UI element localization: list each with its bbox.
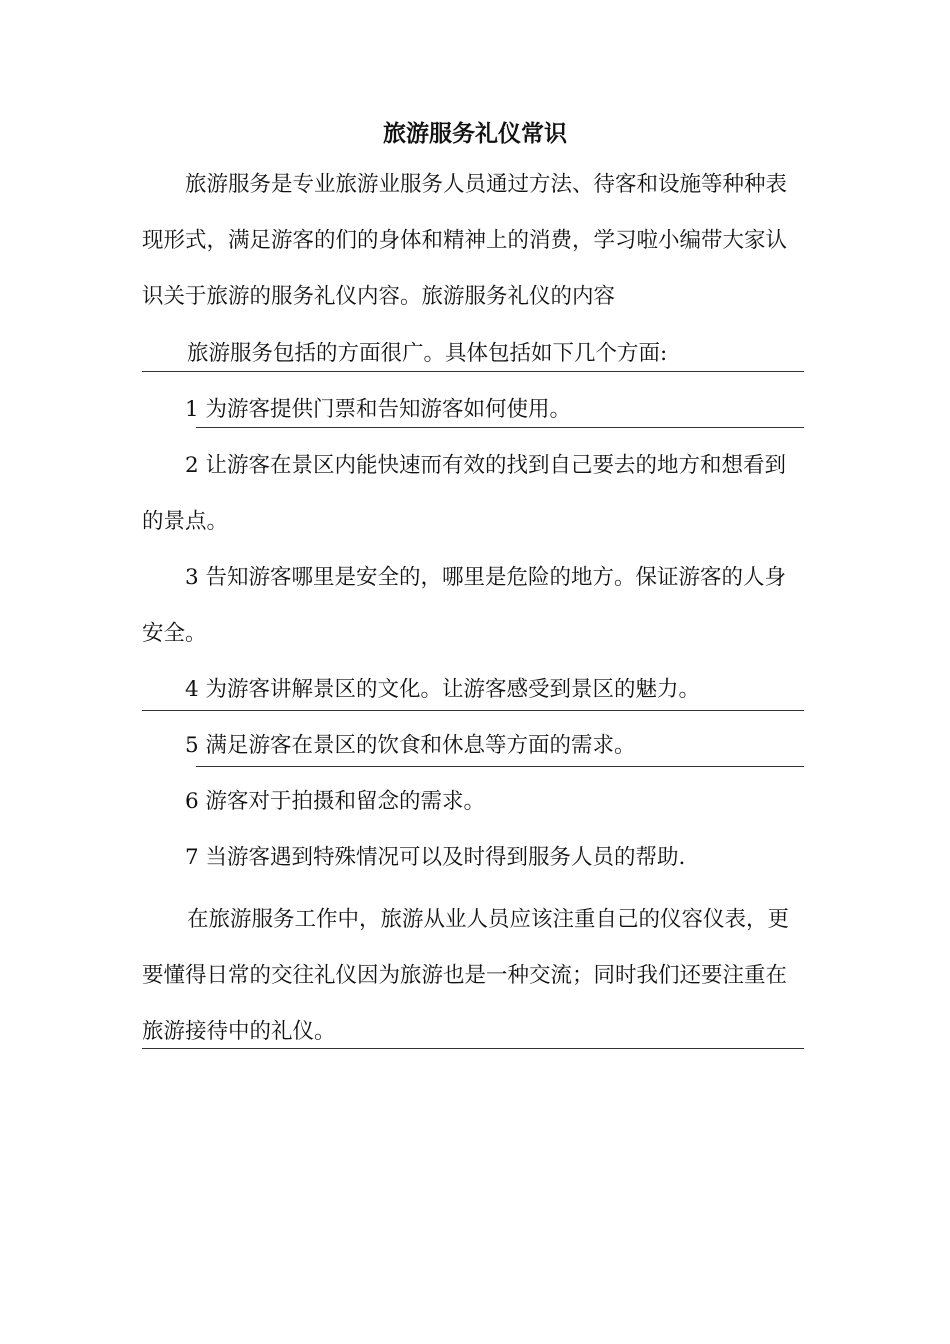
underline bbox=[142, 710, 804, 711]
underline bbox=[142, 1048, 804, 1049]
underline bbox=[196, 427, 804, 428]
underline bbox=[142, 371, 804, 372]
list-item-1: 1 为游客提供门票和告知游客如何使用。 bbox=[185, 397, 572, 422]
document-title: 旅游服务礼仪常识 bbox=[383, 121, 567, 147]
list-item-6: 6 游客对于拍摄和留念的需求。 bbox=[185, 789, 486, 814]
list-item-4: 4 为游客讲解景区的文化。让游客感受到景区的魅力。 bbox=[185, 677, 701, 702]
scope-paragraph: 旅游服务包括的方面很广。具体包括如下几个方面: bbox=[187, 341, 668, 366]
list-item-7: 7 当游客遇到特殊情况可以及时得到服务人员的帮助. bbox=[185, 845, 686, 870]
list-item-2: 2 让游客在景区内能快速而有效的找到自己要去的地方和想看到的景点。 bbox=[142, 453, 787, 534]
intro-paragraph: 旅游服务是专业旅游业服务人员通过方法、待客和设施等种种表现形式，满足游客的们的身体和精神上的消费，学习啦小编带大家认识关于旅游的服务礼仪内容。旅游服务礼仪的内容 bbox=[142, 172, 788, 309]
conclusion-paragraph: 在旅游服务工作中，旅游从业人员应该注重自己的仪容仪表，更要懂得日常的交往礼仪因为旅游也是一种交流；同时我们还要注重在旅游接待中的礼仪。 bbox=[142, 907, 790, 1044]
underline bbox=[196, 766, 804, 767]
list-item-3: 3 告知游客哪里是安全的，哪里是危险的地方。保证游客的人身安全。 bbox=[142, 565, 787, 646]
list-item-5: 5 满足游客在景区的饮食和休息等方面的需求。 bbox=[185, 733, 636, 758]
